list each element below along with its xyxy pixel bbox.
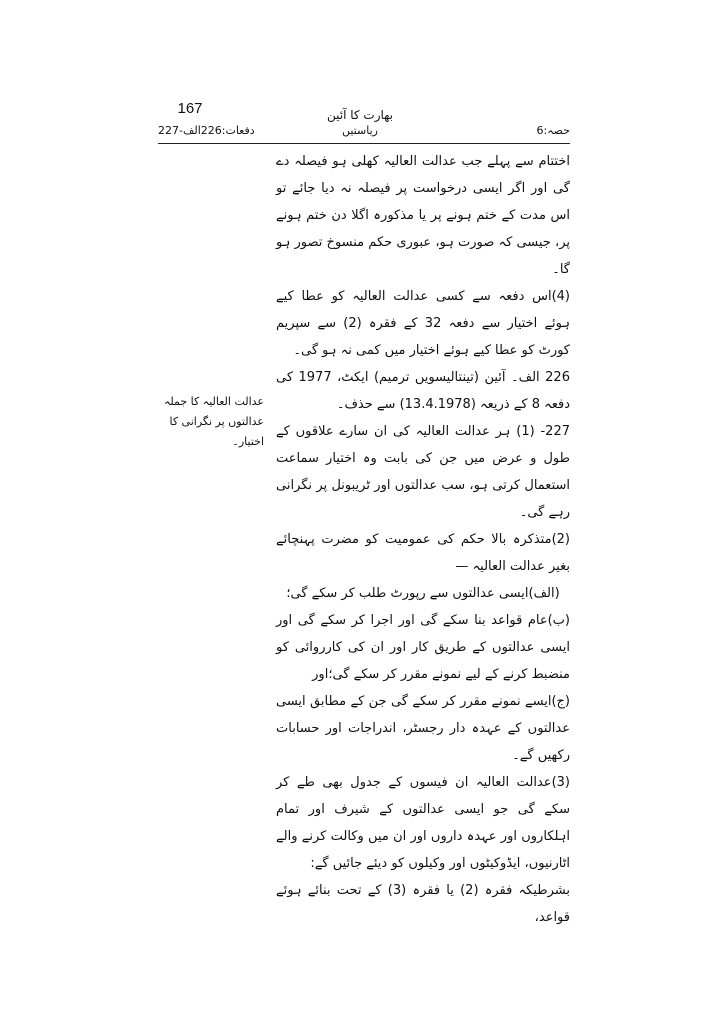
paragraph: اختتام سے پہلے جب عدالت العالیہ کھلی ہو فیصلہ دے گی اور اگر ایسی درخواست پر فیصلہ نہ دیا جائے تو اس مدت کے ختم ہونے پر یا مذکورہ اگلا دن ختم ہونے پر، جیسی کہ صورت ہو، عبوری حکم منسوخ تصور ہو گا۔ <box>276 154 570 277</box>
paragraph: 226 الف۔ آئین (تینتالیسویں ترمیم) ایکٹ، 1977 کی دفعہ 8 کے ذریعہ (13.4.1978) سے حذف۔ <box>276 370 570 412</box>
paragraph: 227- (1) ہر عدالت العالیہ کی ان سارے علاقوں کے طول و عرض میں جن کی بابت وہ اختیار سماعت استعمال کرتی ہو، سب عدالتوں اور ٹریبونل پر نگرانی رہے گی۔ <box>276 424 570 520</box>
side-note-line: عدالتوں پر نگرانی کا <box>169 415 264 428</box>
section-range: دفعات:226الف-227 <box>158 124 255 137</box>
clause-b: (ب)عام قواعد بنا سکے گی اور اجرا کر سکے گی اور ایسی عدالتوں کے طریق کار اور ان کی کارروائی کو منضبط کرنے کے لیے نمونے مقرر کر سکے گی؛اور <box>276 613 570 682</box>
running-subtitle: ریاستیں <box>342 124 378 137</box>
paragraph: (2)متذکرہ بالا حکم کی عمومیت کو مضرت پہنچائے بغیر عدالت العالیہ — <box>276 532 570 574</box>
paragraph: (3)عدالت العالیہ ان فیسوں کے جدول بھی طے کر سکے گی جو ایسی عدالتوں کے شیرف اور تمام اہلکاروں اور عہدہ داروں اور ان میں وکالت کرنے والے اٹارنیوں، ایڈوکیٹوں اور وکیلوں کو دیئے جائیں گے: <box>276 775 570 871</box>
running-title: بھارت کا آئین <box>326 108 394 122</box>
header-rule <box>158 143 570 144</box>
page-number: 167 <box>177 100 203 117</box>
side-note <box>154 392 264 452</box>
proviso: بشرطیکہ فقرہ (2) یا فقرہ (3) کے تحت بنائے ہوئے قواعد، <box>276 883 570 925</box>
clause-a: (الف)ایسی عدالتوں سے رپورٹ طلب کر سکے گی؛ <box>286 586 560 601</box>
clause-c: (ج)ایسے نمونے مقرر کر سکے گی جن کے مطابق ایسی عدالتوں کے عہدہ دار رجسٹر، اندراجات اور حسابات رکھیں گے۔ <box>276 694 570 763</box>
side-note-line: اختیار۔ <box>232 435 264 448</box>
paragraph: (4)اس دفعہ سے کسی عدالت العالیہ کو عطا کیے ہوئے اختیار سے دفعہ 32 کے فقرہ (2) سے سپریم کورٹ کو عطا کیے ہوئے اختیار میں کمی نہ ہو گی۔ <box>276 289 571 358</box>
body-text <box>276 148 570 931</box>
side-note-line: عدالت العالیہ کا جملہ <box>163 395 264 408</box>
part-label: حصہ:6 <box>536 124 570 137</box>
